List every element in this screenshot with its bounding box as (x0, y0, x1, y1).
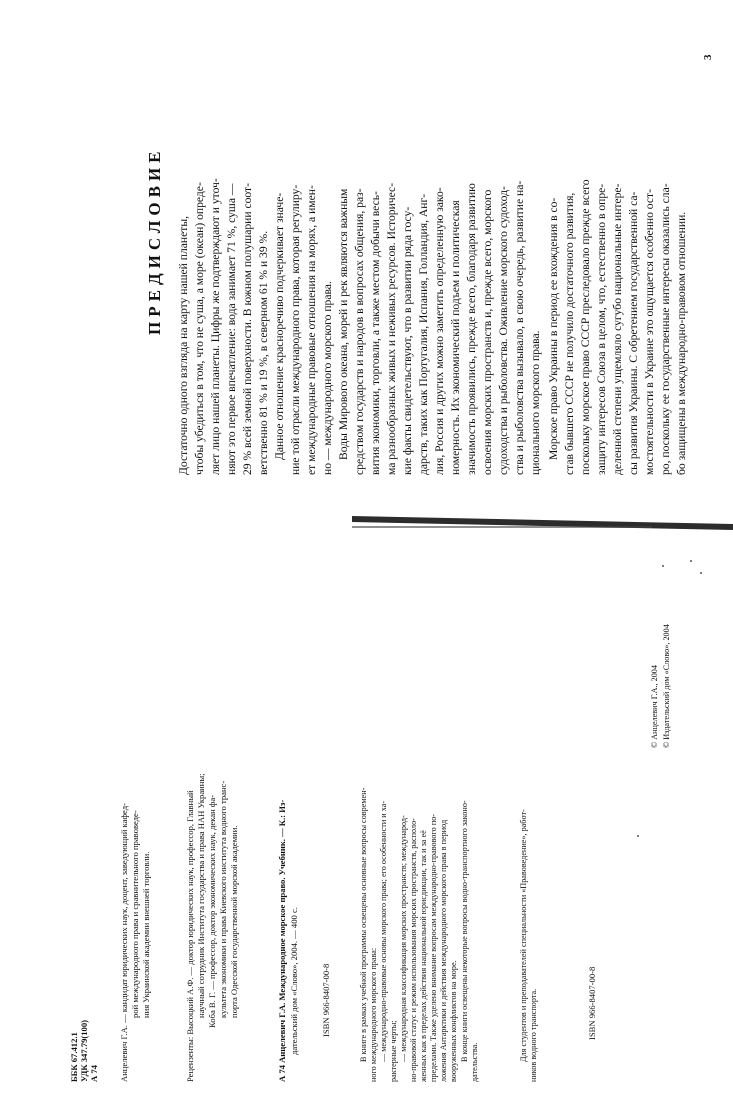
isbn-bottom: ISBN 966-8407-00-8 (587, 966, 597, 1040)
abstract-line: рактерные черты; (389, 1020, 398, 1082)
reviewer-line: Рецензенты: Высоцкий А.Ф. — доктор юридических наук, профессор, Главный (185, 790, 195, 1082)
preface-line: ляет лицо нашей планеты. Цифры же подтверждают и уточ- (209, 178, 222, 475)
abstract-line: В книге в рамках учебной программы освещены основные вопросы современ- (359, 787, 368, 1062)
bbk-code: ББК 67.412.1 (69, 1032, 79, 1082)
abstract-line: ложения Антарктики и действия международного морского права в период (439, 819, 448, 1082)
preface-line: но — международного морского права. (321, 281, 334, 475)
page-title: ПРЕДИСЛОВИЕ (145, 146, 164, 335)
preface-line: дарств, таких как Португалия, Испания, Голландия, Анг- (417, 193, 430, 475)
abstract-line: дательства. (470, 1042, 479, 1082)
preface-line: ства и рыболовства вызывало, в свою очередь, развитие на- (513, 180, 526, 475)
preface-line: бо защищены в международно-правовом отношении. (675, 211, 688, 475)
preface-line: сы развития Украины. С обретением государственной са- (627, 191, 640, 475)
page-number: 3 (702, 54, 714, 60)
preface-line: освоения морских пространств и, прежде всего, морского (481, 189, 494, 475)
author-line: Анцелевич Г.А. — кандидат юридических наук, доцент, заведующий кафед- (119, 803, 129, 1082)
author-line: ния Украинской академии внешней торговли. (141, 851, 151, 1018)
scan-speck (700, 572, 702, 574)
abstract-line: Для студентов и преподавателей специальности «Правоведение», работ- (519, 809, 528, 1062)
reviewer-line: культета экономики и права Киевского института водного транс- (218, 780, 228, 1018)
preface-line: вития экономики, торговли, а также местом добычи весь- (369, 191, 382, 475)
author-line: рой международного права и сравнительного правоведе- (130, 810, 140, 1018)
preface-line: ро, поскольку ее государственные интересы оказались сла- (659, 183, 672, 475)
preface-line: средством государств и народов в вопросах общения, раз- (353, 188, 366, 475)
preface-line: ма разнообразных живых и неживых ресурсов. Историчес- (385, 182, 398, 475)
preface-line: судоходства и рыболовства. Оживление морского судоход- (497, 186, 510, 475)
copyright-line: © Издательский дом «Слово», 2004 (662, 624, 671, 748)
preface-line: лия, Россия и других можно заметить определенную зако- (433, 187, 446, 475)
preface-line: ет международные правовые отношения на морях, а имен- (305, 185, 318, 475)
preface-line: ветственно 81 % и 19 %, в северном 61 % и 39 %. (257, 230, 270, 475)
abstract-line: пределами. Также уделено внимание вопросам международно-правового по- (429, 813, 438, 1082)
scan-speck (690, 560, 692, 562)
reviewer-line: порта Одесской государственной морской академии. (229, 825, 239, 1018)
preface-line: Достаточно одного взгляда на карту нашей планеты, (177, 215, 190, 475)
preface-line: няют это первое впечатление: вода занимает 71 %, суша — (225, 183, 238, 475)
abstract-line: но-правовой статус и режим использования морских пространств, располо- (409, 818, 418, 1082)
abstract-line: ников водного транспорта. (529, 988, 538, 1082)
abstract-line: — международная классификация морских пространств; международ- (399, 815, 408, 1062)
udk-code: УДК 347.79(100) (79, 1020, 89, 1082)
preface-line: кие факты свидетельствуют, что в развитии ряда госу- (401, 206, 414, 475)
binding-gutter-shadow (352, 526, 652, 528)
preface-line: номерность. Их экономический подъем и политическая (449, 200, 462, 475)
abstract-line: ного международного морского права: (369, 947, 378, 1082)
abstract-line: вооруженных конфликтов на море. (449, 960, 458, 1082)
reviewer-line: Коба В. Г. — профессор, доктор экономических наук, декан фа- (207, 794, 217, 1028)
scan-speck (637, 835, 639, 837)
isbn-top: ISBN 966-8407-00-8 (321, 963, 331, 1037)
preface-line: став бывшего СССР не получило достаточного развития, (563, 192, 576, 475)
preface-line: ние той отрасли международного права, которая регулиру- (289, 184, 302, 475)
catalog-line: А 74 Анцелевич Г.А. Международное морское право. Учебник. — К.: Из- (277, 799, 287, 1082)
preface-line: ционального морского права. (529, 330, 542, 475)
copyright-line: © Анцелевич Г.А., 2004 (650, 665, 659, 748)
preface-line: поскольку морское право СССР преследовало прежде всего (579, 179, 592, 475)
preface-line: 29 % всей земной поверхности. В южном полушарии соот- (241, 183, 254, 475)
preface-line: чтобы убедиться в том, что не суша, а море (океан) опреде- (193, 182, 206, 475)
preface-line: мостоятельности в Украине это ощущается особенно ост- (643, 189, 656, 475)
author-code: А 74 (89, 1065, 99, 1082)
scan-speck (662, 565, 664, 567)
abstract-line: женных как в пределах действия национальной юрисдикции, так и за её (419, 830, 428, 1082)
preface-line: Воды Мирового океана, морей и рек являются важным (337, 188, 350, 460)
reviewer-line: научный сотрудник Института государства и права НАН Украины; (196, 773, 206, 1018)
abstract-line: — международно-правовые основы морского права; его особенности и ха- (379, 800, 388, 1062)
preface-line: деленной степени ущемляло сугубо национальные интере- (611, 183, 624, 475)
preface-line: Данное отношение красноречиво подчеркивает значе- (273, 192, 286, 460)
abstract-line: В конце книги освещены некоторые вопросы водно-транспортного законо- (460, 800, 469, 1062)
preface-line: Морское право Украины в период ее вхождения в со- (547, 197, 560, 460)
preface-line: значимость проявились, прежде всего, благодаря развитию (465, 183, 478, 475)
catalog-line: дательский дом «Слово», 2004. — 400 с. (289, 907, 299, 1055)
preface-line: защиту интересов Союза в целом, что, естественно в опре- (595, 183, 608, 475)
